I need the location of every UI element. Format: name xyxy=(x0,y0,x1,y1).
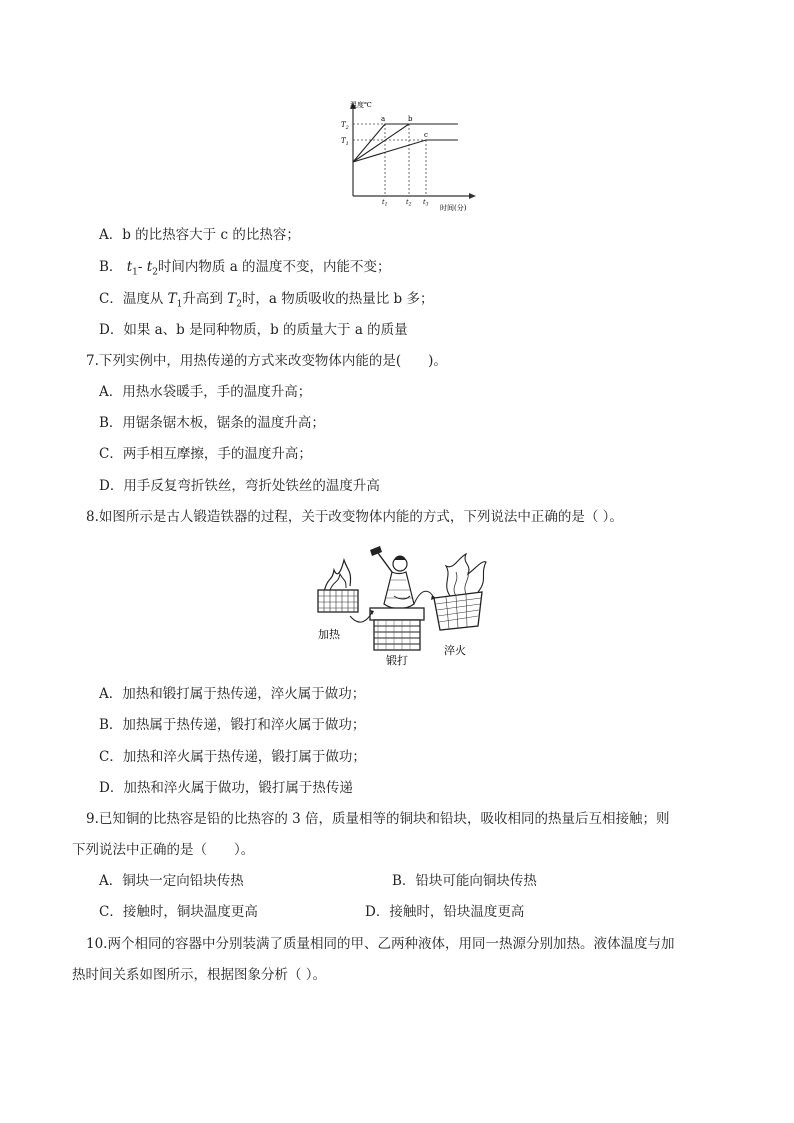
blacksmith-icon xyxy=(370,546,414,609)
q10-stem-line2: 热时间关系如图所示，根据图象分析（ ）。 xyxy=(72,967,327,983)
label-forge: 锻打 xyxy=(386,654,408,667)
q6-option-a: A．b 的比热容大于 c 的比热容； xyxy=(99,227,300,243)
quench-basket-icon xyxy=(434,554,486,630)
q7-option-b: B．用锯条锯木板，锯条的温度升高； xyxy=(99,415,325,431)
label-t1: $t_1$ xyxy=(382,198,388,208)
x-axis-arrow xyxy=(469,193,476,199)
q9-option-a: A．铜块一定向铅块传热 xyxy=(99,873,244,889)
heating-basket-icon xyxy=(318,560,358,612)
q6-option-d: D．如果 a、b 是同种物质，b 的质量大于 a 的质量 xyxy=(99,322,408,338)
label-quench: 淬火 xyxy=(444,644,466,657)
x-axis-label: 时间(分) xyxy=(440,204,467,212)
q9-option-d: D．接触时，铅块温度更高 xyxy=(365,904,525,920)
q9-stem-line2: 下列说法中正确的是（ ）。 xyxy=(72,842,255,858)
temperature-time-graph xyxy=(336,96,480,216)
forging-illustration xyxy=(310,540,500,668)
q8-stem: 8.如图所示是古人锻造铁器的过程，关于改变物体内能的方式，下列说法中正确的是（ ）。 xyxy=(86,509,623,525)
q7-stem: 7.下列实例中，用热传递的方式来改变物体内能的是( )。 xyxy=(86,353,447,369)
q9-option-b: B．铅块可能向铜块传热 xyxy=(392,873,537,889)
q7-option-c: C．两手相互摩擦，手的温度升高； xyxy=(99,446,312,462)
q6-option-b: B． $t_1-$ $t_2$时间内物质 a 的温度不变，内能不变； xyxy=(99,259,391,278)
curve-b-label: b xyxy=(408,115,413,123)
q8-option-a: A．加热和锻打属于热传递，淬火属于做功； xyxy=(99,686,366,702)
q6-option-c: C．温度从 $T_1$升高到 $T_2$时，a 物质吸收的热量比 b 多； xyxy=(99,291,434,310)
curve-a xyxy=(353,124,458,162)
q9-option-c: C．接触时，铜块温度更高 xyxy=(99,904,258,920)
anvil-icon xyxy=(370,608,424,650)
q8-option-c: C．加热和淬火属于热传递，锻打属于做功； xyxy=(99,749,366,765)
label-T1: $T_1$ xyxy=(341,137,349,147)
label-heat: 加热 xyxy=(318,628,340,641)
curve-b xyxy=(353,124,409,162)
arrow-heat-to-forge-icon xyxy=(350,612,372,622)
q8-option-d: D．加热和淬火属于做功，锻打属于热传递 xyxy=(99,780,353,796)
label-t3: $t_3$ xyxy=(423,198,429,208)
label-t2: $t_2$ xyxy=(406,198,412,208)
arrow-forge-to-quench-icon xyxy=(414,591,434,604)
curve-c-label: c xyxy=(424,131,428,139)
y-axis-label: 温度℃ xyxy=(350,101,372,109)
label-T2: $T_2$ xyxy=(341,121,349,131)
q10-stem-line1: 10.两个相同的容器中分别装满了质量相同的甲、乙两种液体，用同一热源分别加热。液体温度与加 xyxy=(86,936,675,952)
q9-stem-line1: 9.已知铜的比热容是铅的比热容的 3 倍，质量相等的铜块和铅块，吸收相同的热量后互相接触；则 xyxy=(86,811,670,827)
q7-option-d: D．用手反复弯折铁丝，弯折处铁丝的温度升高 xyxy=(99,478,380,494)
q7-option-a: A．用热水袋暖手，手的温度升高； xyxy=(99,384,312,400)
q8-option-b: B．加热属于热传递，锻打和淬火属于做功； xyxy=(99,717,366,733)
curve-a-label: a xyxy=(381,115,386,123)
